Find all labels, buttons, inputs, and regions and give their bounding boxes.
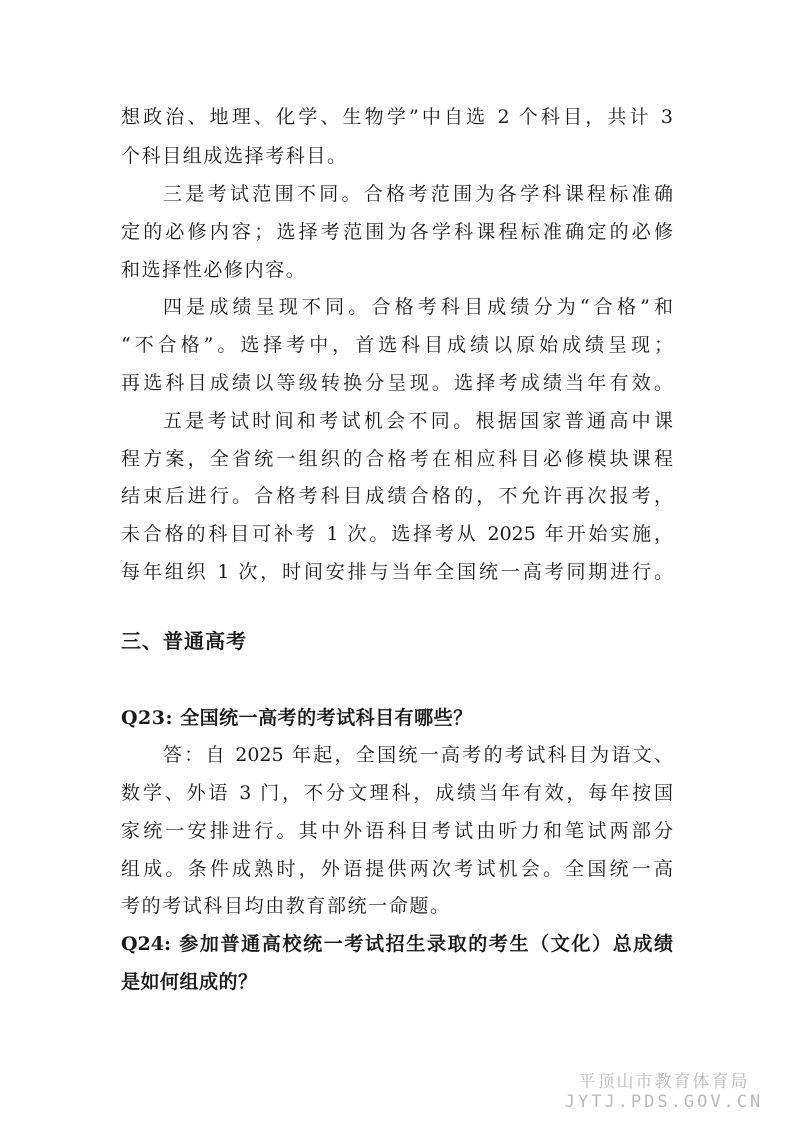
paragraph-line: 想政治、地理、化学、生物学”中自选 2 个科目，共计 3 bbox=[121, 106, 673, 128]
answer-line: 数学、外语 3 门，不分文理科，成绩当年有效，每年按国 bbox=[121, 782, 673, 804]
answer-line: 家统一安排进行。其中外语科目考试由听力和笔试两部分 bbox=[121, 820, 673, 842]
watermark-url: JYTJ.PDS.GOV.CN bbox=[564, 1092, 764, 1112]
answer-line: 答：自 2025 年起，全国统一高考的考试科目为语文、 bbox=[163, 744, 673, 766]
paragraph-line: 定的必修内容；选择考范围为各学科课程标准确定的必修 bbox=[121, 221, 673, 243]
watermark-org-name: 平顶山市教育体育局 bbox=[578, 1072, 750, 1092]
paragraph-line: 未合格的科目可补考 1 次。选择考从 2025 年开始实施， bbox=[121, 523, 673, 545]
paragraph-line: 个科目组成选择考科目。 bbox=[121, 145, 348, 167]
paragraph-line: 和选择性必修内容。 bbox=[121, 259, 307, 281]
question-q24: Q24: 参加普通高校统一考试招生录取的考生（文化）总成绩 bbox=[121, 933, 673, 955]
question-q23: Q23: 全国统一高考的考试科目有哪些？ bbox=[121, 707, 473, 729]
paragraph-line: “不合格”。选择考中，首选科目成绩以原始成绩呈现； bbox=[121, 334, 673, 356]
paragraph-line: 程方案，全省统一组织的合格考在相应科目必修模块课程 bbox=[121, 448, 673, 470]
paragraph-line: 每年组织 1 次，时间安排与当年全国统一高考同期进行。 bbox=[121, 561, 673, 583]
question-q24-cont: 是如何组成的？ bbox=[121, 971, 258, 993]
answer-line: 考的考试科目均由教育部统一命题。 bbox=[121, 895, 451, 917]
paragraph-line: 三是考试范围不同。合格考范围为各学科课程标准确 bbox=[163, 183, 673, 205]
paragraph-line: 五是考试时间和考试机会不同。根据国家普通高中课 bbox=[163, 410, 673, 432]
answer-line: 组成。条件成熟时，外语提供两次考试机会。全国统一高 bbox=[121, 858, 673, 880]
paragraph-line: 四是成绩呈现不同。合格考科目成绩分为“合格”和 bbox=[163, 296, 673, 318]
section-heading: 三、普通高考 bbox=[121, 629, 247, 653]
paragraph-line: 再选科目成绩以等级转换分呈现。选择考成绩当年有效。 bbox=[121, 372, 673, 394]
paragraph-line: 结束后进行。合格考科目成绩合格的，不允许再次报考， bbox=[121, 485, 673, 507]
